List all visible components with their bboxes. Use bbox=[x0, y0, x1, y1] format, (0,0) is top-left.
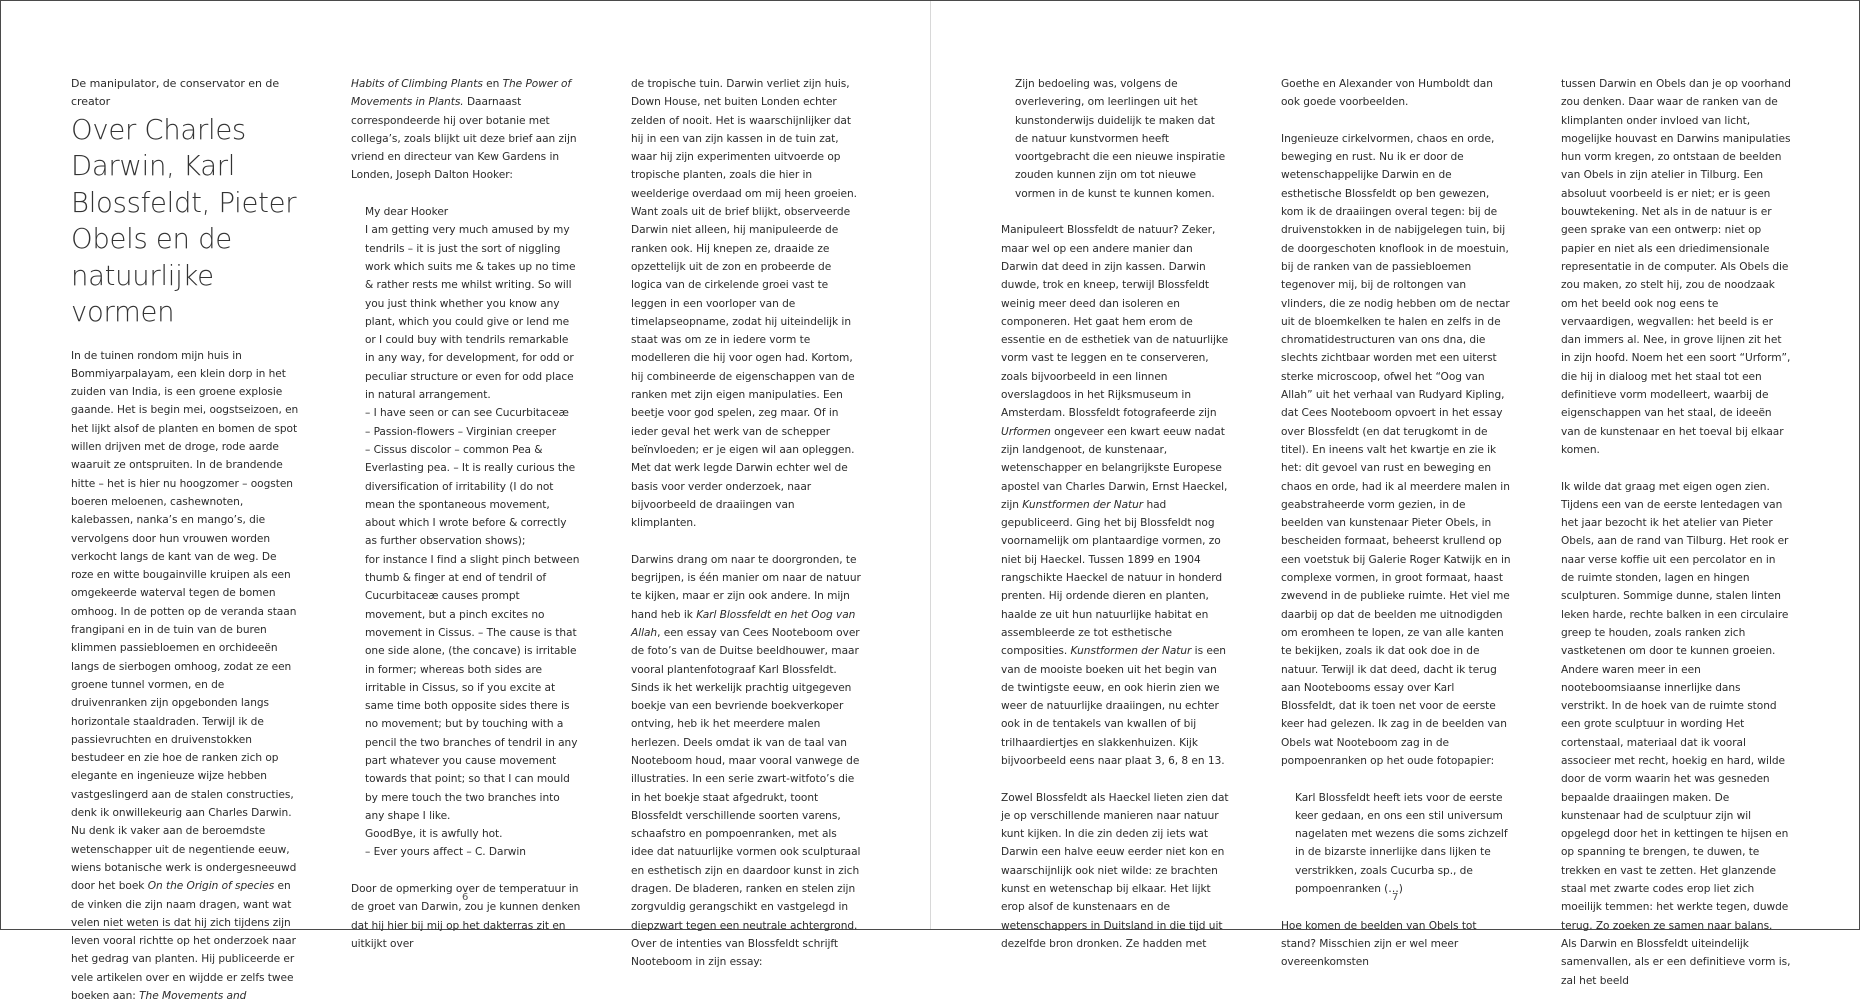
body-paragraph: Manipuleert Blossfeldt de natuur? Zeker, maar wel op een andere manier dan Darwin dat deed in zijn kassen. Darwin duwde, trok en kneep, terwijl Blossfeldt weinig meer deed dan isoleren en componeren. Het gaat hem erom de essentie en de esthetiek van de natuurlijke vorm vast te leggen en te conserveren, zoals bijvoorbeeld in een linnen overslagdoos in het Rijksmuseum in Amsterdam. Blossfeldt fotografeerde zijn Urformen ongeveer een kwart eeuw nadat zijn landgenoot, de kunstenaar, wetenschapper en belangrijkste Europese apostel van Charles Darwin, Ernst Haeckel, zijn Kunstformen der Natur had gepubliceerd. Ging het bij Blossfeldt nog voornamelijk om plantaardige vormen, zo niet bij Haeckel. Tussen 1899 en 1904 rangschikte Haeckel de natuur in honderd prenten. Hij ordende dieren en planten, haalde ze uit hun natuurlijke habitat en assembleerde ze tot esthetische composities. Kunstformen der Natur is een van de mooiste boeken uit het begin van de twintigste eeuw, en ook hierin zien we weer de natuurlijke draaiingen, nu echter ook in de tentakels van kwallen of bij trilhaardiertjes en slakkenhuizen. Kijk bijvoorbeeld eens naar plaat 3, 6, 8 en 13. bbox=[1001, 224, 1229, 767]
body-paragraph: Zowel Blossfeldt als Haeckel lieten zien dat je op verschillende manieren naar natuur kunt kijken. In die zin deden zij iets wat Darwin een halve eeuw eerder niet kon en waarschijnlijk ook niet wilde: ze brachten kunst en wetenschap bij elkaar. Het lijkt erop alsof de kunstenaars en de wetenschappers in Duitsland in die tijd uit dezelfde bron dronken. Ze hadden met bbox=[1001, 791, 1229, 950]
chapter-kicker: De manipulator, de conservator en de creator bbox=[71, 77, 280, 109]
left-page-column-2 bbox=[351, 75, 581, 953]
letter-line: for instance I find a slight pinch between thumb & finger at end of tendril of Cucurbitaceæ causes prompt movement, but a pinch excites no movement in Cissus. – The cause is that one side alone, (the concave) is irritable in former; whereas both sides are irritable in Cissus, so if you excite at same time both opposite sides there is no movement; but by touching with a pencil the two branches of tendril in any part whatever you cause movement towards that point; so that I can mould by mere touch the two branches into any shape I like. bbox=[365, 553, 580, 822]
body-paragraph: Hoe komen de beelden van Obels tot stand? Misschien zijn er wel meer overeenkomsten bbox=[1281, 919, 1477, 969]
right-page-column-3 bbox=[1561, 75, 1791, 990]
letter-line: My dear Hooker bbox=[365, 206, 449, 219]
page-number-left: 6 bbox=[462, 892, 469, 903]
chapter-title bbox=[71, 112, 301, 331]
title-line: Darwin, Karl bbox=[71, 150, 236, 183]
blossfeldt-quote: Karl Blossfeldt heeft iets voor de eerste keer gedaan, en ons een stil universum nagelaten met wezens die soms zichzelf in de bizarste innerlijke dans lijken te verstrikken, zoals Cucurba sp., de pompoenranken (…) bbox=[1295, 791, 1508, 896]
letter-line: – Ever yours affect – C. Darwin bbox=[365, 846, 526, 859]
letter-line: – Cissus discolor – common Pea & Everlasting pea. – It is really curious the diversification of irritability (I do not mean the spontaneous movement, about which I wrote before & correctly as further observation shows); bbox=[365, 443, 576, 548]
title-line: Over Charles bbox=[71, 113, 246, 146]
body-paragraph: In de tuinen rondom mijn huis in Bommiyarpalayam, een klein dorp in het zuiden van India, is een groene explosie gaande. Het is begin mei, oogstseizoen, en het lijkt alsof de planten en bomen de spot willen drijven met de droge, rode aarde waaruit ze ontspruiten. In de brandende hitte – het is hier nu hoogzomer – oogsten boeren meloenen, cashewnoten, kalebassen, nanka’s en mango’s, die vervolgens door hun vrouwen worden verkocht langs de kant van de weg. De roze en witte bougainville kruipen als een omgekeerde waterval tegen de bomen omhoog. In de potten op de veranda staan frangipani en in de tuin van de buren klimmen passiebloemen en orchideeën langs de sierbogen omhoog, zodat ze een groene tunnel vormen, en de druivenranken zijn opgebonden langs horizontale staaldraden. Terwijl ik de passievruchten en druivenstokken bestudeer en zie hoe de ranken zich op elegante en ingenieuze wijze hebben vastgeslingerd aan de stalen constructies, denk ik onwillekeurig aan Charles Darwin. Nu denk ik vaker aan de beroemdste wetenschapper uit de negentiende eeuw, wiens botanische werk is ondergesneeuwd door het boek On the Origin of species en de vinken die zijn naam dragen, want wat velen niet weten is dat hij zich tijdens zijn leven vooral richtte op het onderzoek naar het gedrag van planten. Hij publiceerde er vele artikelen over en wijdde er zelfs twee boeken aan: The Movements and bbox=[71, 349, 299, 1002]
letter-line: GoodBye, it is awfully hot. bbox=[365, 828, 503, 841]
nooteboom-quote: Zijn bedoeling was, volgens de overlevering, om leerlingen uit het kunstonderwijs duidelijk te maken dat de natuur kunstvormen heeft voortgebracht die een nieuwe inspiratie zouden kunnen zijn om tot nieuwe vormen in de kunst te kunnen komen. bbox=[1015, 78, 1226, 200]
body-paragraph: Ingenieuze cirkelvormen, chaos en orde, beweging en rust. Nu ik er door de wetenschappelijke Darwin en de esthetische Blossfeldt op ben gewezen, kom ik de draaiingen overal tegen: bij de druivenstokken in de nabijgelegen tuin, bij de doorgeschoten knoflook in de moestuin, bij de ranken van de passiebloemen tegenover mij, bij de roltongen van vlinders, die ze nodig hebben om de nectar uit de bloemkelken te halen en zelfs in de chromatidestructuren van ons dna, die slechts zichtbaar worden met een uiterst sterke microscoop, ofwel het “Oog van Allah” uit het verhaal van Rudyard Kipling, dat Cees Nooteboom opvoert in het essay over Blossfeldt (en dat terugkomt in de titel). En ineens valt het kwartje en zie ik het: dit gevoel van rust en beweging en chaos en orde, had ik al meerdere malen in geabstraheerde vorm gezien, in de beelden van kunstenaar Pieter Obels, in bescheiden formaat, beheerst krullend op een voetstuk bij Galerie Roger Katwijk en in complexe vormen, in groot formaat, haast zwevend in de publieke ruimte. Het viel me daarbij op dat de beelden me uitnodigden om eromheen te lopen, ze van alle kanten te bekijken, zoals ik dat ook doe in de natuur. Terwijl ik dat deed, dacht ik terug aan Nootebooms essay over Karl Blossfeldt, dat ik toen net voor de eerste keer had gelezen. Ik zag in de beelden van Obels wat Nooteboom zag in de pompoenranken op het oude fotopapier: bbox=[1281, 132, 1511, 767]
letter-line: – Passion-flowers – Virginian creeper bbox=[365, 425, 557, 438]
left-page-column-3 bbox=[631, 75, 861, 972]
left-page-column-1 bbox=[71, 75, 301, 1005]
body-paragraph: Ik wilde dat graag met eigen ogen zien. Tijdens een van de eerste lentedagen van het jaar bezocht ik het atelier van Pieter Obels, aan de rand van Tilburg. Het rook er naar verse koffie uit een percolator en in de ruimte stonden, lagen en hingen sculpturen. Sommige dunne, stalen linten leken harde, rechte balken in een circulaire greep te houden, zoals ranken zich vastketenen om door te kunnen groeien. Andere waren meer in een nooteboomsiaanse innerlijke dans verstrikt. In de hoek van de ruimte stond een grote sculptuur in wording Het cortenstaal, materiaal dat ik vooral associeer met recht, hoekig en hard, wilde door de vorm waarin het was gesneden bepaalde draaiingen maken. De kunstenaar had de sculptuur zijn wil opgelegd door het in kettingen te hijsen en op spanning te brengen, te duwen, te trekken en vast te zetten. Het glanzende staal met zwarte codes erop liet zich moeilijk temmen: het werkte tegen, duwde terug. Zo zoeken ze samen naar balans. Als Darwin en Blossfeldt uiteindelijk samenvallen, als er een definitieve vorm is, zal het beeld bbox=[1561, 480, 1791, 987]
body-paragraph: de tropische tuin. Darwin verliet zijn huis, Down House, net buiten Londen echter zelden of nooit. Het is waarschijnlijker dat hij in een van zijn kassen in de tuin zat, waar hij zijn experimenten uitvoerde op tropische planten, zoals die hier in weelderige overdaad om mij heen groeien. Want zoals uit de brief blijkt, observeerde Darwin niet alleen, hij manipuleerde de ranken ook. Hij knepen ze, draaide ze opzettelijk uit de zon en probeerde de logica van de cirkelende groei vast te leggen in een voorloper van de timelapseopname, zodat hij uiteindelijk in staat was om ze in iedere vorm te modelleren die hij voor ogen had. Kortom, hij combineerde de eigenschappen van de ranken met zijn eigen manipulaties. Een beetje voor god spelen, zeg maar. Of in ieder geval het werk van de schepper beïnvloeden; er je eigen wil aan opleggen. Met dat werk legde Darwin echter wel de basis voor verder onderzoek, naar bijvoorbeeld de draaiingen van klimplanten. bbox=[631, 78, 857, 530]
darwin-letter-quote bbox=[351, 203, 581, 862]
letter-line: I am getting very much amused by my tendrils – it is just the sort of niggling work which suits me & takes up no time & rather rests me whilst writing. So will you just think whether you know any plant, which you could give or lend me or I could buy with tendrils remarkable in any way, for development, for odd or peculiar structure or even for odd place in natural arrangement. bbox=[365, 224, 576, 402]
letter-line: – I have seen or can see Cucurbitaceæ bbox=[365, 407, 569, 420]
page-number-right: 7 bbox=[1392, 892, 1399, 903]
body-paragraph: tussen Darwin en Obels dan je op voorhand zou denken. Daar waar de ranken van de klimplanten onder invloed van licht, mogelijke houvast en Darwins manipulaties hun vorm kregen, zo ontstaan de beelden van Obels in zijn atelier in Tilburg. Een absoluut voorbeeld is er niet; er is geen bouwtekening. Net als in de natuur is er geen sprake van een ontwerp: niet op papier en niet als een driedimensionale representatie in de computer. Als Obels die zou maken, zo stelt hij, zou de noodzaak om het beeld ook nog eens te vervaardigen, wegvallen: het beeld is er dan immers al. Nee, in grove lijnen zit het in zijn hoofd. Noem het een soort “Urform”, die hij in dialoog met het staal tot een definitieve vorm modelleert, waarbij de eigenschappen van het staal, de ideeën van de kunstenaar en het toeval bij elkaar komen. bbox=[1561, 78, 1791, 456]
page-gutter bbox=[930, 1, 931, 929]
right-page-column-2 bbox=[1281, 75, 1511, 972]
body-paragraph: Habits of Climbing Plants en The Power of Movements in Plants. Daarnaast correspondeerde hij over botanie met collega’s, zoals blijkt uit deze brief aan zijn vriend en directeur van Kew Gardens in Londen, Joseph Dalton Hooker: bbox=[351, 78, 577, 182]
right-page-column-1 bbox=[1001, 75, 1231, 953]
body-paragraph: Door de opmerking over de temperatuur in de groet van Darwin, zou je kunnen denken dat hij hier bij mij op het dakterras zit en uitkijkt over bbox=[351, 883, 581, 950]
title-line: natuurlijke vormen bbox=[71, 259, 214, 329]
title-line: Obels en de bbox=[71, 223, 232, 256]
body-paragraph: Darwins drang om naar te doorgronden, te begrijpen, is één manier om naar de natuur te kijken, maar er zijn ook andere. In mijn hand heb ik Karl Blossfeldt en het Oog van Allah, een essay van Cees Nooteboom over de foto’s van de Duitse beeldhouwer, maar vooral plantenfotograaf Karl Blossfeldt. Sinds ik het werkelijk prachtig uitgegeven boekje van een bevriende boekverkoper ontving, heb ik het meerdere malen herlezen. Deels omdat ik van de taal van Nooteboom houd, maar vooral vanwege de illustraties. In een serie zwart-witfoto’s die in het boekje staat afgedrukt, toont Blossfeldt verschillende soorten varens, schaafstro en pompoenranken, met als idee dat natuurlijke vormen ook sculpturaal en esthetisch zijn en daardoor kunst in zich dragen. De bladeren, ranken en stelen zijn zorgvuldig gerangschikt en vastgelegd in diepzwart tegen een neutrale achtergrond. Over de intenties van Blossfeldt schrijft Nooteboom in zijn essay: bbox=[631, 553, 861, 969]
body-paragraph: Goethe en Alexander von Humboldt dan ook goede voorbeelden. bbox=[1281, 78, 1493, 109]
title-line: Blossfeldt, Pieter bbox=[71, 186, 297, 219]
